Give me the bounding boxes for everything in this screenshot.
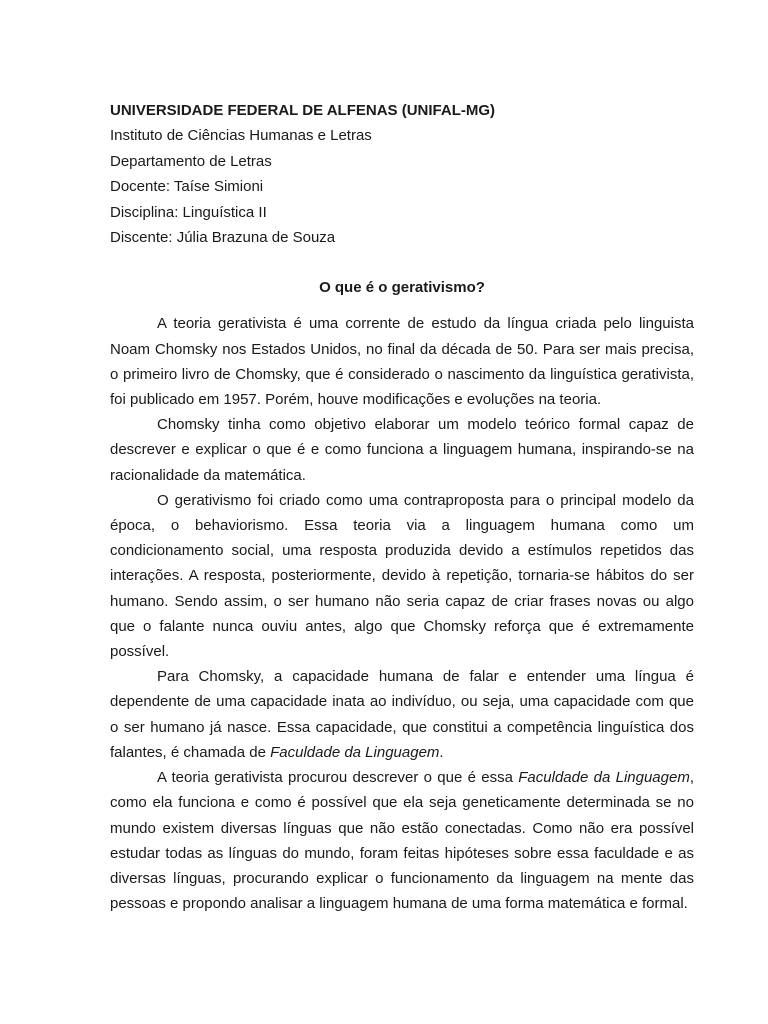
paragraph-5-text-start: A teoria gerativista procurou descrever o que é essa [157, 769, 519, 787]
paragraph-5-term: Faculdade da Linguagem [518, 769, 690, 787]
document-title: O que é o gerativismo? [319, 279, 485, 297]
document-body [110, 311, 694, 916]
university-name: UNIVERSIDADE FEDERAL DE ALFENAS (UNIFAL-MG) [110, 102, 496, 119]
paragraph-1: A teoria gerativista é uma corrente de estudo da língua criada pelo linguista Noam Chomsky nos Estados Unidos, no final da década de 50. Para ser mais precisa, o primeiro livro de Chomsky, que é considerado o nascimento da linguística gerativista, foi publicado em 1957. Porém, houve modificações e evoluções na teoria. [110, 315, 694, 409]
course-name: Disciplina: Linguística II [110, 203, 267, 221]
paragraph-4-text-end: . [439, 743, 444, 761]
teacher-name: Docente: Taíse Simioni [110, 178, 264, 196]
paragraph-4-term: Faculdade da Linguagem [270, 743, 440, 761]
institute-name: Instituto de Ciências Humanas e Letras [110, 127, 372, 145]
document-header [110, 98, 694, 250]
student-name: Discente: Júlia Brazuna de Souza [110, 229, 336, 247]
paragraph-4-text-start: Para Chomsky, a capacidade humana de falar e entender uma língua é dependente de uma capacidade inata ao indivíduo, ou seja, uma capacidade com que o ser humano já nasce. Essa capacidade, que constitui a competência linguística dos falantes, é chamada de [110, 668, 694, 761]
department-name: Departamento de Letras [110, 152, 272, 170]
paragraph-3: O gerativismo foi criado como uma contraproposta para o principal modelo da época, o behaviorismo. Essa teoria via a linguagem humana como um condicionamento social, uma resposta produzida devido a estímulos repetidos das interações. A resposta, posteriormente, devido à repetição, tornaria-se hábitos do ser humano. Sendo assim, o ser humano não seria capaz de criar frases novas ou algo que o falante nunca ouviu antes, algo que Chomsky reforça que é extremamente possível. [110, 491, 694, 661]
paragraph-4 [110, 664, 694, 765]
paragraph-2: Chomsky tinha como objetivo elaborar um modelo teórico formal capaz de descrever e explicar o que é e como funciona a linguagem humana, inspirando-se na racionalidade da matemática. [110, 416, 694, 484]
paragraph-5 [110, 765, 694, 916]
paragraph-5-text-end: , como ela funciona e como é possível que ela seja geneticamente determinada se no mundo existem diversas línguas que não estão conectadas. Como não era possível estudar todas as línguas do mundo, foram feitas hipóteses sobre essa faculdade e as diversas línguas, procurando explicar o funcionamento da linguagem na mente das pessoas e propondo analisar a linguagem humana de uma forma matemática e formal. [110, 769, 695, 913]
